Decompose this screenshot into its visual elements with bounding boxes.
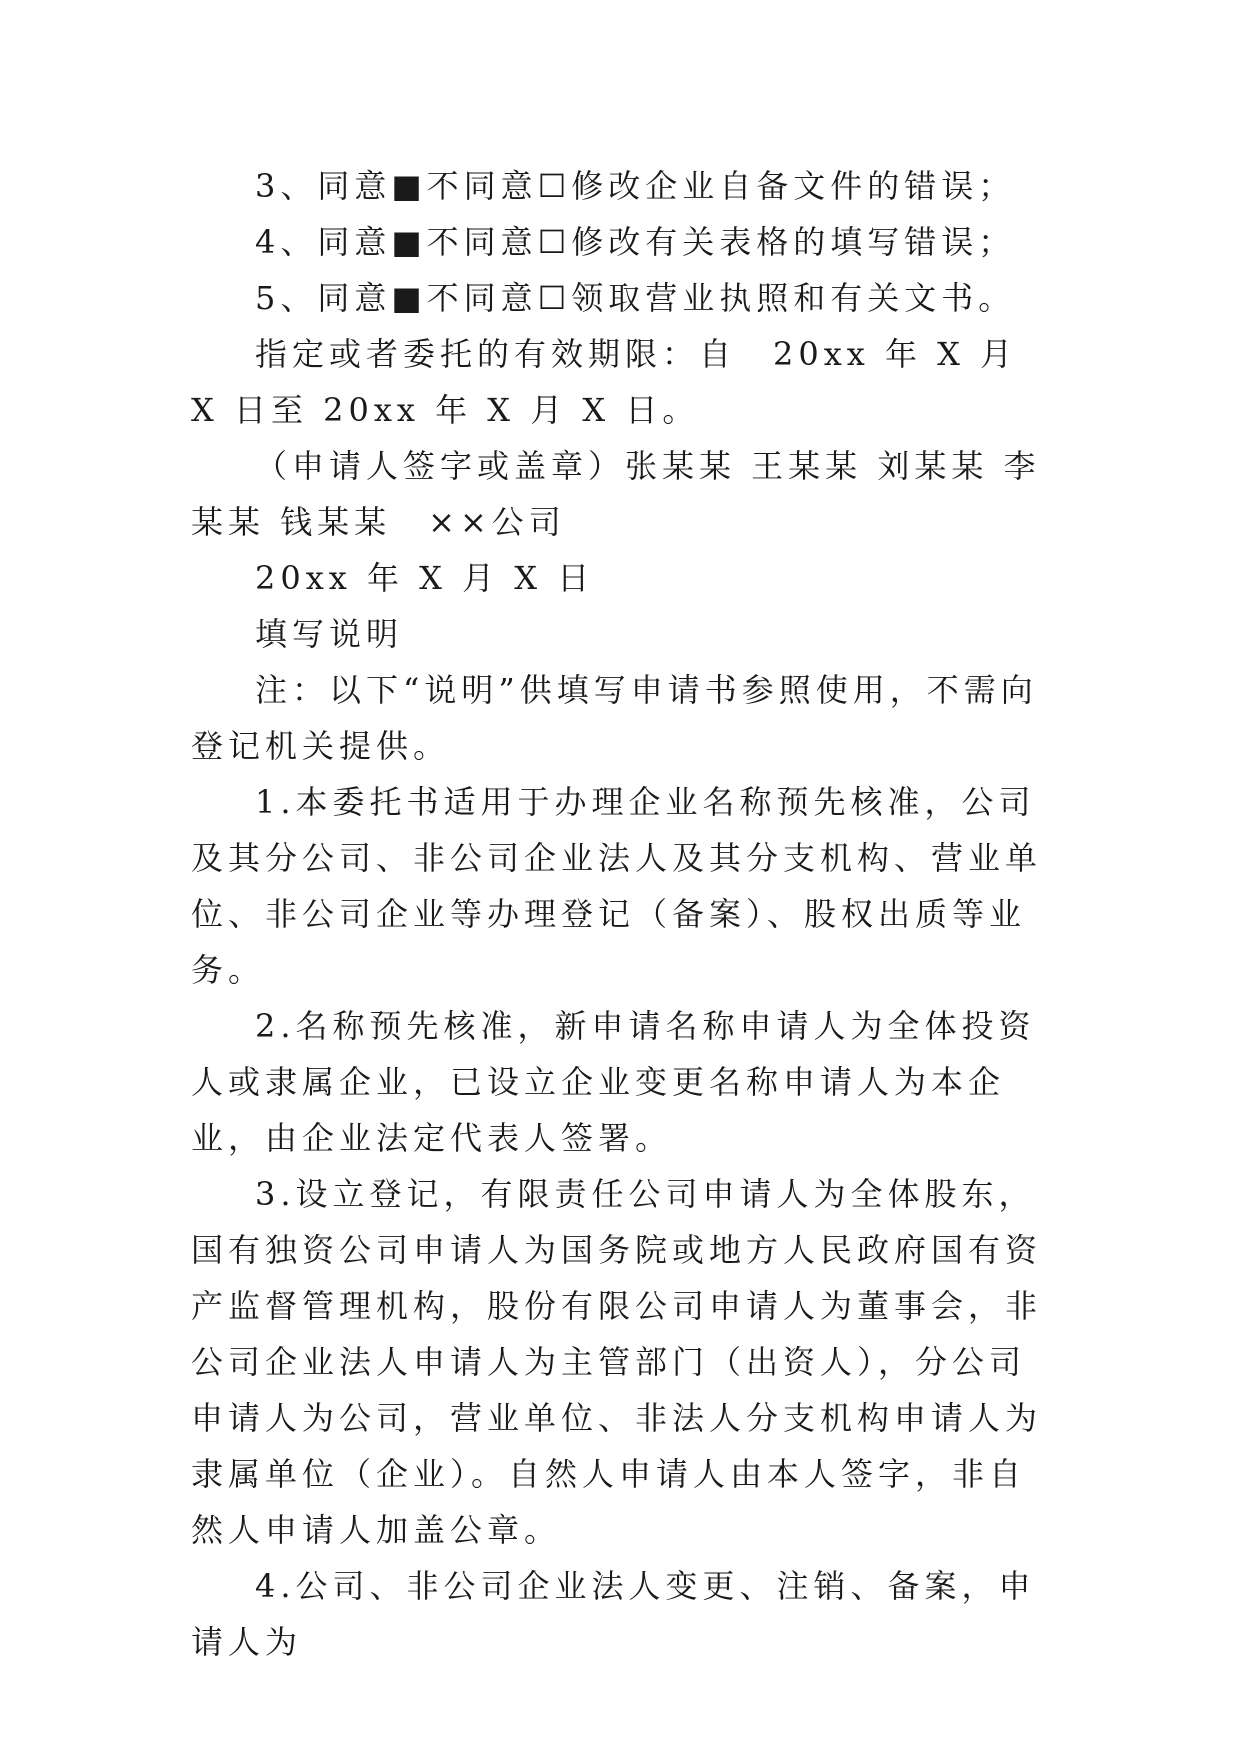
- instructions-heading: 填写说明: [255, 615, 404, 653]
- consent-item-4: 4、同意■不同意☐修改有关表格的填写错误；: [255, 223, 1016, 261]
- instructions-note: 注：以下“说明”供填写申请书参照使用，不需向登记机关提供。: [191, 671, 1038, 765]
- applicant-signature: （申请人签字或盖章）张某某 王某某 刘某某 李某某 钱某某 ××公司: [191, 447, 1041, 541]
- validity-period: 指定或者委托的有效期限：自 20xx 年 X 月 X 日至 20xx 年 X 月 X 日。: [191, 335, 1018, 429]
- consent-item-5: 5、同意■不同意☐领取营业执照和有关文书。: [255, 279, 1016, 317]
- consent-item-3: 3、同意■不同意☐修改企业自备文件的错误；: [255, 167, 1016, 205]
- instruction-paragraph-2: 2.名称预先核准，新申请名称申请人为全体投资人或隶属企业，已设立企业变更名称申请人为本企业，由企业法定代表人签署。: [191, 1007, 1036, 1157]
- signature-date: 20xx 年 X 月 X 日: [255, 559, 595, 597]
- instruction-paragraph-1: 1.本委托书适用于办理企业名称预先核准，公司及其分公司、非公司企业法人及其分支机构、营业单位、非公司企业等办理登记（备案）、股权出质等业务。: [191, 783, 1043, 989]
- instruction-paragraph-3: 3.设立登记，有限责任公司申请人为全体股东，国有独资公司申请人为国务院或地方人民政府国有资产监督管理机构，股份有限公司申请人为董事会，非公司企业法人申请人为主管部门（出资人），分公司申请人为公司，营业单位、非法人分支机构申请人为隶属单位（企业）。自然人申请人由本人签字，非自然人申请人加盖公章。: [191, 1175, 1043, 1549]
- document-body: [191, 158, 1053, 1670]
- instruction-paragraph-4: 4.公司、非公司企业法人变更、注销、备案，申请人为: [191, 1567, 1036, 1661]
